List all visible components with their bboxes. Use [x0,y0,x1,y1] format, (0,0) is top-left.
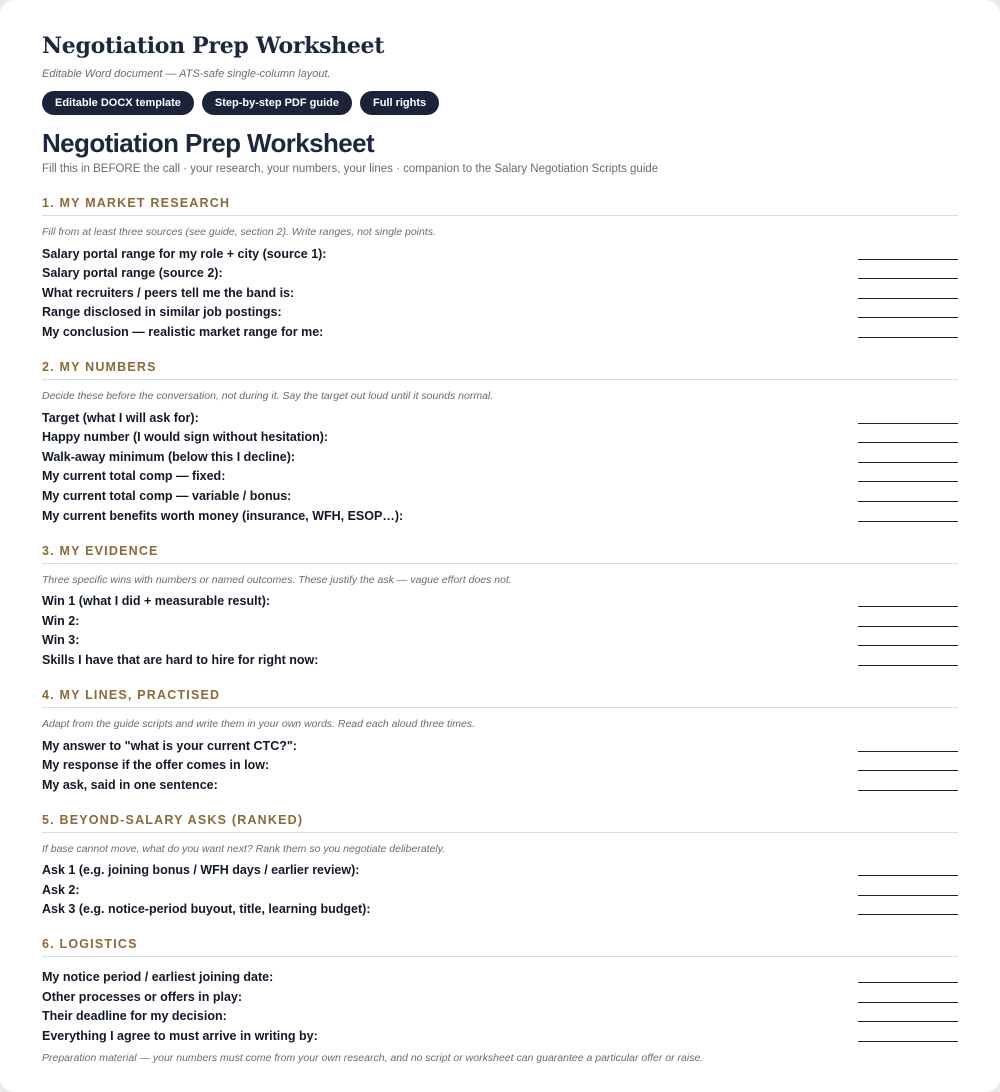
section-heading: 3. MY EVIDENCE [42,543,958,564]
field-row [42,735,958,755]
section-1 [42,195,958,341]
section-note: Decide these before the conversation, not during it. Say the target out loud until it sounds normal. [42,389,494,402]
feature-pills [42,91,958,115]
field-label: Salary portal range for my role + city (source 1): [42,246,327,261]
field-row [42,986,958,1006]
fill-in-line[interactable] [858,874,958,876]
fill-in-line[interactable] [858,981,958,983]
section-heading: 2. MY NUMBERS [42,359,958,380]
document-subtitle: Fill this in BEFORE the call · your research, your numbers, your lines · companion to the Salary Negotiation Scripts guide [42,163,659,175]
field-label: Ask 1 (e.g. joining bonus / WFH days / earlier review): [42,863,360,878]
field-label: My answer to "what is your current CTC?": [42,738,297,753]
field-row [42,899,958,919]
field-row [42,427,958,447]
section-6 [42,936,958,1044]
section-heading: 4. MY LINES, PRACTISED [42,687,958,708]
field-row [42,243,958,263]
fill-in-line[interactable] [858,316,958,318]
pill-docx-template[interactable]: Editable DOCX template [42,91,194,115]
fill-in-line[interactable] [858,277,958,279]
section-5 [42,812,958,919]
fill-in-line[interactable] [858,894,958,896]
fill-in-line[interactable] [858,750,958,752]
section-2 [42,359,958,525]
field-label: My current total comp — fixed: [42,469,226,484]
fill-in-line[interactable] [858,644,958,646]
fill-in-line[interactable] [858,258,958,260]
pill-full-rights[interactable]: Full rights [360,91,439,115]
field-label: Their deadline for my decision: [42,1009,227,1024]
field-label: Skills I have that are hard to hire for right now: [42,652,319,667]
fill-in-line[interactable] [858,336,958,338]
field-label: My current benefits worth money (insurance, WFH, ESOP…): [42,508,404,523]
fill-in-line[interactable] [858,520,958,522]
field-label: Salary portal range (source 2): [42,266,223,281]
fill-in-line[interactable] [858,625,958,627]
field-label: Win 2: [42,613,80,628]
field-list [42,966,958,1044]
section-note: Fill from at least three sources (see guide, section 2). Write ranges, not single points. [42,226,436,238]
fill-in-line[interactable] [858,789,958,791]
field-row [42,263,958,283]
section-note: Adapt from the guide scripts and write them in your own words. Read each aloud three times. [42,717,476,730]
field-row [42,282,958,302]
field-label: Win 1 (what I did + measurable result): [42,594,271,609]
field-row [42,505,958,525]
field-row [42,774,958,794]
field-label: Range disclosed in similar job postings: [42,305,282,320]
section-3 [42,543,958,669]
fill-in-line[interactable] [858,664,958,666]
brand-subtitle: Editable Word document — ATS-safe single-column layout. [42,68,331,80]
field-row [42,321,958,341]
field-label: Ask 3 (e.g. notice-period buyout, title, learning budget): [42,902,371,917]
field-label: My current total comp — variable / bonus: [42,488,292,503]
field-list [42,860,958,919]
field-list [42,243,958,341]
field-row [42,485,958,505]
fill-in-line[interactable] [858,461,958,463]
field-label: My conclusion — realistic market range for me: [42,324,324,339]
field-row [42,610,958,630]
section-heading: 6. LOGISTICS [42,936,958,957]
worksheet-sections [42,195,958,1045]
field-row [42,1006,958,1026]
fill-in-line[interactable] [858,1040,958,1042]
fill-in-line[interactable] [858,480,958,482]
document-title: Negotiation Prep Worksheet [42,128,375,158]
field-label: What recruiters / peers tell me the band is: [42,285,295,300]
field-row [42,466,958,486]
field-row [42,966,958,986]
section-heading: 5. BEYOND-SALARY ASKS (RANKED) [42,812,958,833]
field-label: Walk-away minimum (below this I decline): [42,449,296,464]
field-list [42,407,958,525]
field-row [42,879,958,899]
field-label: Ask 2: [42,882,80,897]
footer-disclaimer: Preparation material — your numbers must come from your own research, and no script or worksheet can guarantee a particular offer or raise. [42,1051,704,1064]
section-note: If base cannot move, what do you want next? Rank them so you negotiate deliberately. [42,842,446,855]
worksheet-content [42,32,958,1065]
field-label: My notice period / earliest joining date: [42,970,274,985]
field-label: Happy number (I would sign without hesitation): [42,430,329,445]
fill-in-line[interactable] [858,422,958,424]
field-label: My response if the offer comes in low: [42,758,270,773]
field-row [42,446,958,466]
fill-in-line[interactable] [858,913,958,915]
field-label: Other processes or offers in play: [42,989,243,1004]
fill-in-line[interactable] [858,1001,958,1003]
field-row [42,860,958,880]
fill-in-line[interactable] [858,297,958,299]
brand-title: Negotiation Prep Worksheet [42,33,385,59]
pill-pdf-guide[interactable]: Step-by-step PDF guide [202,91,352,115]
field-row [42,591,958,611]
section-note: Three specific wins with numbers or named outcomes. These justify the ask — vague effort does not. [42,573,512,586]
field-row [42,630,958,650]
section-4 [42,687,958,794]
fill-in-line[interactable] [858,441,958,443]
field-label: Target (what I will ask for): [42,410,199,425]
section-heading: 1. MY MARKET RESEARCH [42,195,958,216]
field-list [42,735,958,794]
field-row [42,302,958,322]
field-label: My ask, said in one sentence: [42,777,218,792]
field-list [42,591,958,669]
fill-in-line[interactable] [858,1020,958,1022]
fill-in-line[interactable] [858,769,958,771]
field-row [42,407,958,427]
fill-in-line[interactable] [858,605,958,607]
field-row [42,649,958,669]
field-row [42,755,958,775]
field-row [42,1025,958,1045]
fill-in-line[interactable] [858,500,958,502]
field-label: Win 3: [42,633,80,648]
field-label: Everything I agree to must arrive in writing by: [42,1028,318,1043]
